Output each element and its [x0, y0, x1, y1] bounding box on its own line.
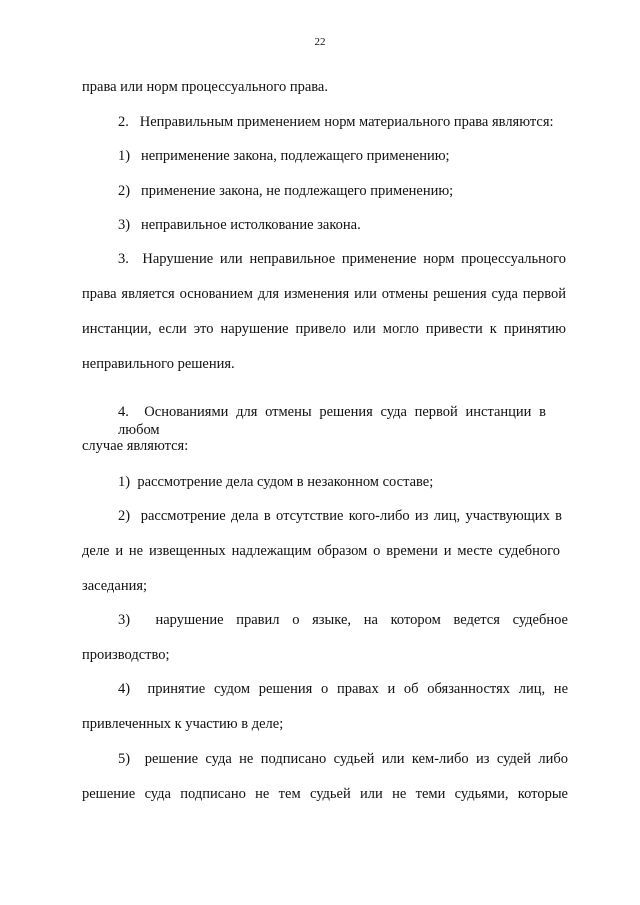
- text-line: права является основанием для изменения или отмены решения суда первой: [82, 286, 566, 302]
- text-line: привлеченных к участию в деле;: [82, 716, 284, 732]
- text-line: 3. Нарушение или неправильное применение норм процессуального: [118, 251, 566, 267]
- text-line: 1) рассмотрение дела судом в незаконном составе;: [118, 474, 434, 490]
- text-line: решение суда подписано не тем судьей или не теми судьями, которые: [82, 786, 568, 802]
- text-line: инстанции, если это нарушение привело или могло привести к принятию: [82, 321, 566, 337]
- text-line: 2. Неправильным применением норм материального права являются:: [118, 114, 554, 130]
- text-line: неправильного решения.: [82, 356, 235, 372]
- text-line: 4. Основаниями для отмены решения суда первой инстанции в любом: [118, 404, 546, 438]
- page-number: 22: [314, 36, 326, 48]
- text-line: права или норм процессуального права.: [82, 79, 328, 95]
- text-line: случае являются:: [82, 438, 189, 454]
- text-line: 5) решение суда не подписано судьей или кем-либо из судей либо: [118, 751, 568, 767]
- text-line: 4) принятие судом решения о правах и об обязанностях лиц, не: [118, 681, 568, 697]
- text-line: 3) неправильное истолкование закона.: [118, 217, 361, 233]
- text-line: 1) неприменение закона, подлежащего применению;: [118, 148, 450, 164]
- text-line: 2) рассмотрение дела в отсутствие кого-либо из лиц, участвующих в: [118, 508, 562, 524]
- text-line: производство;: [82, 647, 170, 663]
- text-line: 3) нарушение правил о языке, на котором ведется судебное: [118, 612, 568, 628]
- text-line: заседания;: [82, 578, 148, 594]
- text-line: 2) применение закона, не подлежащего применению;: [118, 183, 454, 199]
- text-line: деле и не извещенных надлежащим образом о времени и месте судебного: [82, 543, 560, 559]
